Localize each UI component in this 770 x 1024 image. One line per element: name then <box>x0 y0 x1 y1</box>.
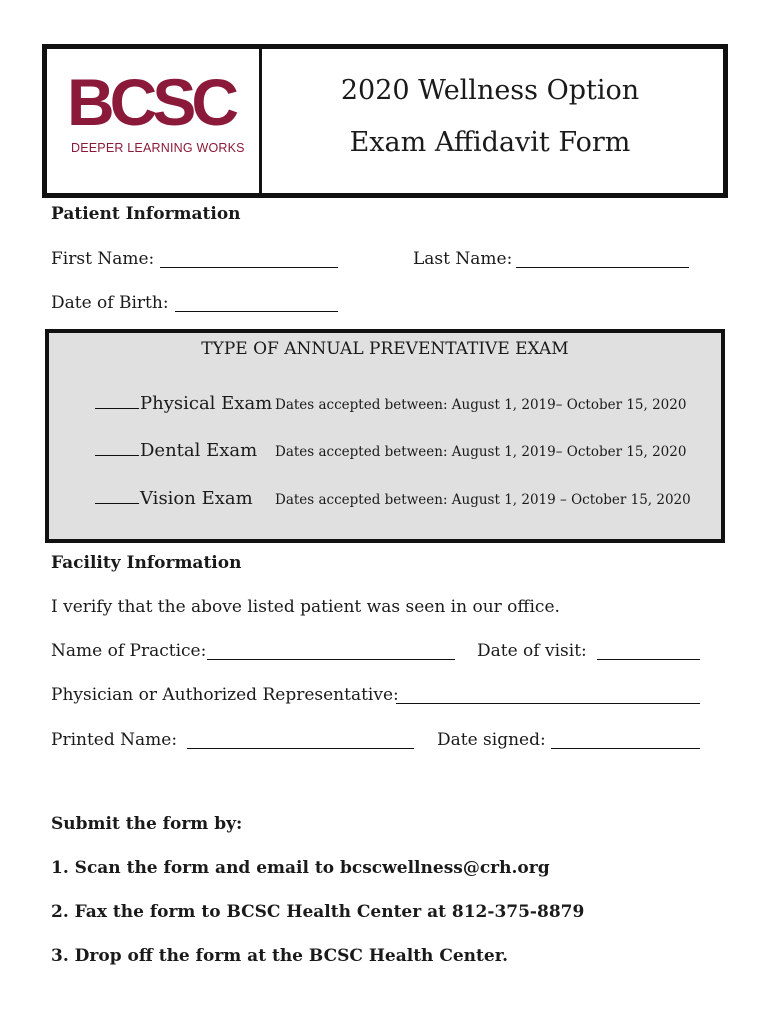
dental-exam-label: Dental Exam <box>140 440 258 461</box>
physical-exam-label: Physical Exam <box>140 393 273 414</box>
exam-type-heading: TYPE OF ANNUAL PREVENTATIVE EXAM <box>201 339 569 359</box>
vision-exam-label: Vision Exam <box>140 488 253 509</box>
practice-name-field[interactable] <box>207 659 455 660</box>
physician-signature-field[interactable] <box>396 703 700 704</box>
printed-name-label: Printed Name: <box>51 730 178 750</box>
last-name-label: Last Name: <box>413 249 513 269</box>
vision-exam-check-field[interactable] <box>95 503 139 504</box>
logo-tagline: DEEPER LEARNING WORKS <box>71 141 245 155</box>
header-divider <box>259 49 262 193</box>
logo-wordmark: BCSC <box>67 65 235 139</box>
practice-name-label: Name of Practice: <box>51 641 207 661</box>
date-signed-field[interactable] <box>551 748 700 749</box>
first-name-field[interactable] <box>160 267 338 268</box>
verify-statement: I verify that the above listed patient was seen in our office. <box>51 597 560 617</box>
visit-date-field[interactable] <box>597 659 700 660</box>
last-name-field[interactable] <box>516 267 689 268</box>
submit-option-fax: 2. Fax the form to BCSC Health Center at 812-375-8879 <box>51 902 585 922</box>
submit-option-email: 1. Scan the form and email to bcscwellness@crh.org <box>51 858 550 878</box>
facility-info-heading: Facility Information <box>51 553 242 573</box>
dental-exam-option <box>95 440 257 461</box>
submit-heading: Submit the form by: <box>51 814 243 834</box>
dob-field[interactable] <box>175 311 338 312</box>
physical-exam-dates: Dates accepted between: August 1, 2019– October 15, 2020 <box>275 397 687 413</box>
date-signed-label: Date signed: <box>437 730 546 750</box>
physician-label: Physician or Authorized Representative: <box>51 685 399 705</box>
first-name-label: First Name: <box>51 249 155 269</box>
dental-exam-check-field[interactable] <box>95 455 139 456</box>
form-title-line2: Exam Affidavit Form <box>349 127 631 158</box>
dental-exam-dates: Dates accepted between: August 1, 2019– October 15, 2020 <box>275 444 687 460</box>
form-title-line1: 2020 Wellness Option <box>340 75 640 106</box>
submit-option-dropoff: 3. Drop off the form at the BCSC Health Center. <box>51 946 509 966</box>
vision-exam-dates: Dates accepted between: August 1, 2019 – October 15, 2020 <box>275 492 691 508</box>
physical-exam-option <box>95 393 272 414</box>
vision-exam-option <box>95 488 253 509</box>
form-header <box>42 44 728 198</box>
dob-label: Date of Birth: <box>51 293 169 313</box>
visit-date-label: Date of visit: <box>477 641 587 661</box>
printed-name-field[interactable] <box>187 748 414 749</box>
patient-info-heading: Patient Information <box>51 204 241 224</box>
exam-type-section <box>45 329 725 543</box>
physical-exam-check-field[interactable] <box>95 408 139 409</box>
bcsc-logo <box>47 49 259 193</box>
